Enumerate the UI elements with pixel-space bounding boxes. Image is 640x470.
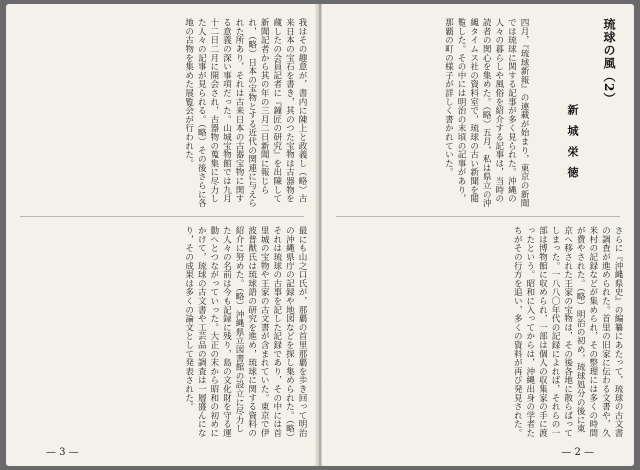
right-body-bottom: さらに『沖縄県史』の編纂にあたって，琉球の古文書の調査が進められた。首里の旧家に伝わる文書や，久米村の記録などが集められ，その整理には多くの時間が費やされた。（略）明治の初め，琉球処分の後に東京へ移された王家の宝物は，その後各地に散らばってしまった。一八八〇年代の記録によれば，それらの一部は博物館に収められ，一部は個人の収集家の手に渡ったという。昭和に入ってからは，沖縄出身の学者たちがその行方を追い，多くの資料が再び発見された。 <box>512 226 623 438</box>
right-page <box>322 4 634 466</box>
right-divider <box>336 216 620 217</box>
left-page-number: — 3 — <box>46 447 79 458</box>
right-body-top: 四月，『琉球新報』の連載が始まり，東京の新聞では琉球に関する記事が多く見られた。沖縄の人々の暮らしや風俗を紹介する記事は，当時の読者の関心を集めた。（略）五月，私は県立の沖縄タイムス社の資料室で，琉球の古い新聞を閲覧した。その中には明治の末頃の記事があり，那覇の町の様子が詳しく書かれていた。 <box>443 18 529 208</box>
article-author: 新 城 栄 徳 <box>566 104 579 181</box>
left-body-bottom: 最にも山之口氏が，那覇の首里那覇を歩き回って明治の沖縄県庁の記録や地図などを探し集められた。（略）それは琉球の古事を記した記録であり，その中には首里城の宝物や王家の古文書が含まれていた。東京で伊波普猷氏は琉球語の研究を進め，琉球に関する資料の紹介に努めた。（略）沖縄県立図書館の設立に尽力した人々の名前は今も記録に残り，島の文化財を守る運動へとつながっていった。大正の末から昭和の初めにかけて，琉球の古文書や工芸品の調査は一層盛んになり，その成果は多くの論文として発表された。 <box>183 226 307 438</box>
article-title: 琉球の風（2） <box>602 18 616 106</box>
left-body-top: 我はその趣意が，書内に陳上と政義し（略）古来日本の宝石を書き，其のつた宝物は古器物を蔵したの会員記者に『鐘匠の研究』を出陳して新聞記者から其の年の三月二日新聞に報じられ，（略）日本の宝物とする近代の関連に与えられた所あり，それは古来日本の古器宝物に関する意義の深い事項だった。山城宝物館では九月十二日二月に開会され，古器物の蒐集に尽力した人々の記事が見られる。（略）その後さらに各地の古物を集めた展覧会が行われた。 <box>183 18 307 208</box>
right-page-number: — 2 — <box>561 447 594 458</box>
left-page <box>6 4 318 466</box>
left-divider <box>20 216 304 217</box>
